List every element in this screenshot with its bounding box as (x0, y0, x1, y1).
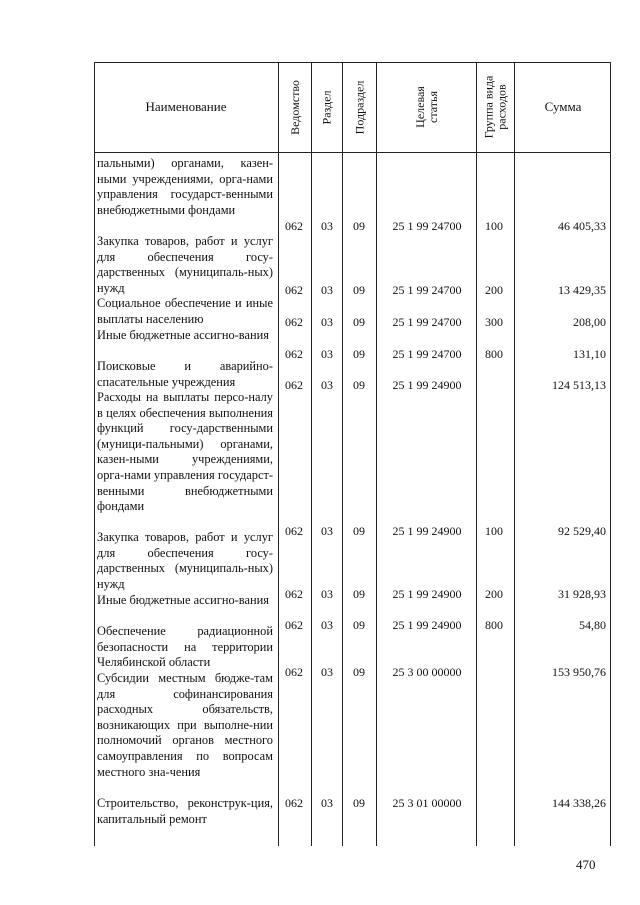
row-name: пальными) органами, казен-ными учреждениями, орга-нами управления государст-венными внебюджетными фондами (97, 156, 273, 217)
cell-tselevaya: 25 1 99 24900 (392, 524, 462, 538)
cell-gruppa: 800 (485, 347, 503, 361)
cell-gruppa: 200 (485, 587, 503, 601)
cell-summa: 153 950,76 (552, 665, 606, 679)
cell-tselevaya: 25 1 99 24700 (392, 315, 462, 329)
cell-gruppa: 200 (485, 283, 503, 297)
header-gruppa-cell (477, 62, 514, 152)
cell-razdel: 03 (321, 524, 333, 538)
row-name: Иные бюджетные ассигно-вания (97, 328, 269, 342)
header-gruppa-line1: Группа вида (481, 75, 496, 139)
row-name: Социальное обеспечение и иные выплаты населению (97, 296, 273, 326)
cell-tselevaya: 25 1 99 24900 (392, 587, 462, 601)
row-name: Расходы на выплаты персо-налу в целях обеспечения выполнения функций госу-дарственными (муници-пальными) органами, казен-ными учреждениями, орга-нами управления государст-венными внебюджетными фондами (97, 390, 273, 514)
cell-razdel: 03 (321, 315, 333, 329)
cell-summa: 13 429,35 (558, 283, 606, 297)
cell-vedomstvo: 062 (285, 378, 303, 392)
cell-vedomstvo: 062 (285, 796, 303, 810)
header-razdel-cell (312, 62, 342, 152)
header-podrazdel-cell (343, 62, 376, 152)
cell-vedomstvo: 062 (285, 219, 303, 233)
cell-razdel: 03 (321, 283, 333, 297)
cell-summa: 131,10 (573, 347, 606, 361)
cell-vedomstvo: 062 (285, 524, 303, 538)
cell-podrazdel: 09 (353, 796, 365, 810)
cell-vedomstvo: 062 (285, 618, 303, 632)
cell-summa: 208,00 (573, 315, 606, 329)
cell-vedomstvo: 062 (285, 587, 303, 601)
cell-gruppa: 100 (485, 219, 503, 233)
header-podrazdel: Подраздел (352, 80, 367, 134)
cell-podrazdel: 09 (353, 315, 365, 329)
cell-summa: 54,80 (579, 618, 606, 632)
cell-summa: 31 928,93 (558, 587, 606, 601)
row-name: Поисковые и аварийно-спасательные учреждения (97, 359, 273, 389)
header-razdel: Раздел (319, 90, 334, 124)
header-tselevaya-cell (377, 62, 476, 152)
cell-podrazdel: 09 (353, 378, 365, 392)
cell-gruppa: 100 (485, 524, 503, 538)
cell-tselevaya: 25 1 99 24700 (392, 283, 462, 297)
cell-razdel: 03 (321, 665, 333, 679)
row-name: Закупка товаров, работ и услуг для обеспечения госу-дарственных (муниципаль-ных) нужд (97, 234, 273, 295)
cell-podrazdel: 09 (353, 618, 365, 632)
header-tselevaya-line1: Целевая (412, 86, 427, 128)
table-left-border (94, 62, 95, 846)
cell-podrazdel: 09 (353, 283, 365, 297)
page-number: 470 (576, 857, 596, 872)
header-vedomstvo: Ведомство (287, 79, 302, 135)
cell-podrazdel: 09 (353, 524, 365, 538)
name-column (97, 156, 273, 827)
cell-tselevaya: 25 3 00 00000 (392, 665, 462, 679)
header-tselevaya-line2: статья (425, 91, 440, 123)
header-gruppa-line2: расходов (494, 84, 509, 130)
cell-razdel: 03 (321, 587, 333, 601)
cell-vedomstvo: 062 (285, 665, 303, 679)
cell-podrazdel: 09 (353, 219, 365, 233)
cell-summa: 144 338,26 (552, 796, 606, 810)
cell-razdel: 03 (321, 347, 333, 361)
header-tselevaya (413, 86, 439, 128)
cell-gruppa: 800 (485, 618, 503, 632)
header-gruppa (483, 76, 509, 139)
cell-tselevaya: 25 1 99 24900 (392, 378, 462, 392)
header-summa: Сумма (544, 99, 582, 114)
header-vedomstvo-cell (279, 62, 311, 152)
row-name: Субсидии местным бюдже-там для софинансирования расходных обязательств, возникающих при выполне-нии полномочий органов местного самоуправления по вопросам местного зна-чения (97, 671, 273, 779)
column-divider (342, 62, 343, 846)
cell-tselevaya: 25 1 99 24700 (392, 347, 462, 361)
cell-tselevaya: 25 1 99 24900 (392, 618, 462, 632)
cell-razdel: 03 (321, 796, 333, 810)
cell-razdel: 03 (321, 618, 333, 632)
cell-summa: 46 405,33 (558, 219, 606, 233)
cell-podrazdel: 09 (353, 587, 365, 601)
row-name: Строительство, реконструк-ция, капитальный ремонт (97, 796, 273, 826)
cell-vedomstvo: 062 (285, 283, 303, 297)
column-divider (311, 62, 312, 846)
cell-summa: 92 529,40 (558, 524, 606, 538)
cell-podrazdel: 09 (353, 347, 365, 361)
cell-razdel: 03 (321, 219, 333, 233)
cell-tselevaya: 25 1 99 24700 (392, 219, 462, 233)
table-right-border (610, 62, 611, 846)
cell-vedomstvo: 062 (285, 315, 303, 329)
row-name: Закупка товаров, работ и услуг для обеспечения госу-дарственных (муниципаль-ных) нужд (97, 530, 273, 591)
column-divider (476, 62, 477, 846)
row-name: Обеспечение радиационной безопасности на территории Челябинской области (97, 624, 273, 670)
column-divider (514, 62, 515, 846)
header-name: Наименование (145, 99, 227, 114)
cell-vedomstvo: 062 (285, 347, 303, 361)
cell-podrazdel: 09 (353, 665, 365, 679)
cell-gruppa: 300 (485, 315, 503, 329)
cell-tselevaya: 25 3 01 00000 (392, 796, 462, 810)
cell-razdel: 03 (321, 378, 333, 392)
column-divider (278, 62, 279, 846)
header-bottom-border (94, 152, 610, 153)
row-name: Иные бюджетные ассигно-вания (97, 593, 269, 607)
column-divider (376, 62, 377, 846)
cell-summa: 124 513,13 (552, 378, 606, 392)
